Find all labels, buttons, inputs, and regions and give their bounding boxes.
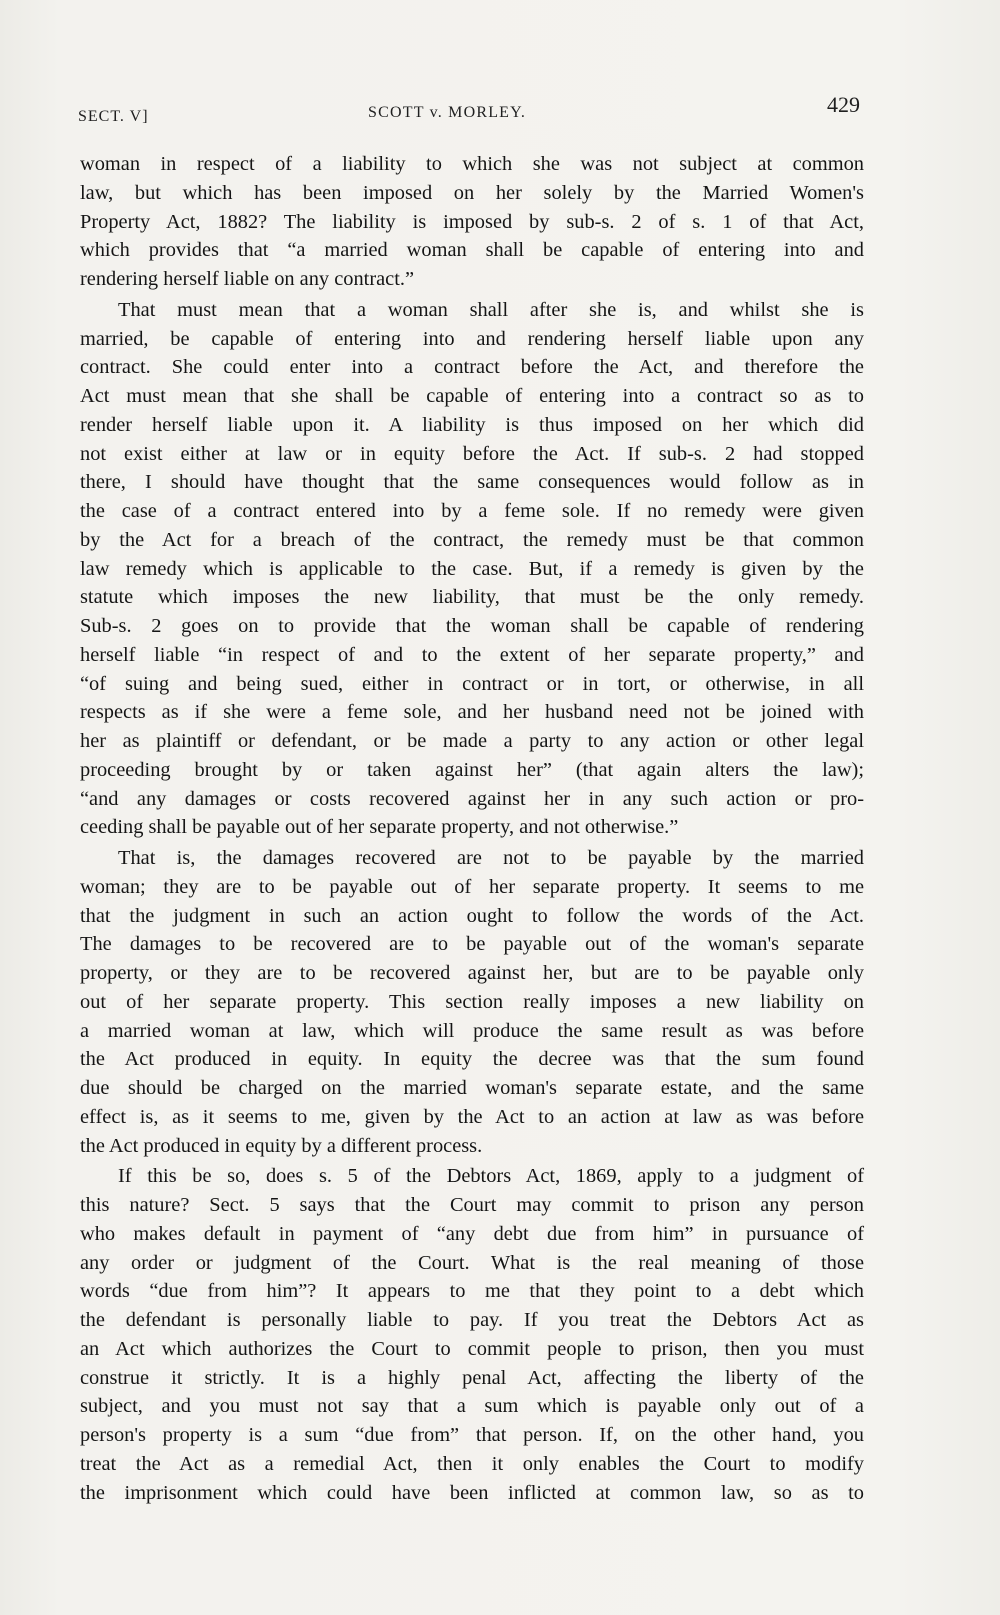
text-line: law, but which has been imposed on her solely by the Married Women's [80, 181, 864, 204]
paragraph-first-line: That must mean that a woman shall after she is, and whilst she is [118, 298, 864, 321]
text-line: words “due from him”? It appears to me that they point to a debt which [80, 1280, 864, 1303]
paragraph-first-line: That is, the damages recovered are not to be payable by the married [118, 847, 864, 869]
paragraph-first-line: If this be so, does s. 5 of the Debtors Act, 1869, apply to a judgment of [118, 1165, 864, 1188]
running-title: SCOTT v. MORLEY. [368, 104, 527, 121]
text-line: property, or they are to be recovered against her, but are to be payable only [80, 962, 864, 984]
text-line: due should be charged on the married woman's separate estate, and the same [80, 1077, 864, 1099]
text-line: treat the Act as a remedial Act, then it only enables the Court to modify [80, 1452, 864, 1475]
text-line: subject, and you must not say that a sum which is payable only out of a [80, 1395, 864, 1418]
text-line: out of her separate property. This section really imposes a new liability on [80, 990, 864, 1013]
text-line: Property Act, 1882? The liability is imposed by sub-s. 2 of s. 1 of that Act, [80, 210, 864, 233]
text-line: effect is, as it seems to me, given by the Act to an action at law as was before [80, 1105, 864, 1128]
text-line: the case of a contract entered into by a feme sole. If no remedy were given [80, 500, 864, 522]
text-line: “and any damages or costs recovered against her in any such action or pro- [80, 787, 864, 810]
page-number: 429 [827, 92, 860, 117]
text-line: “of suing and being sued, either in contract or in tort, or otherwise, in all [80, 672, 864, 695]
text-line: law remedy which is applicable to the case. But, if a remedy is given by the [80, 557, 864, 580]
text-line: the Act produced in equity by a different process. [80, 1134, 483, 1157]
body-text [80, 150, 864, 1507]
text-line: the defendant is personally liable to pay. If you treat the Debtors Act as [80, 1309, 864, 1331]
text-line: respects as if she were a feme sole, and her husband need not be joined with [80, 701, 864, 724]
text-line: her as plaintiff or defendant, or be made a party to any action or other legal [80, 730, 864, 752]
page-header [78, 92, 860, 132]
text-line: construe it strictly. It is a highly penal Act, affecting the liberty of the [80, 1366, 864, 1389]
text-line: this nature? Sect. 5 says that the Court may commit to prison any person [80, 1194, 864, 1216]
text-line: not exist either at law or in equity before the Act. If sub-s. 2 had stopped [80, 442, 864, 465]
text-line: by the Act for a breach of the contract, the remedy must be that common [80, 528, 864, 551]
text-line: an Act which authorizes the Court to commit people to prison, then you must [80, 1337, 864, 1360]
text-line: a married woman at law, which will produce the same result as was before [80, 1019, 864, 1042]
text-line: woman in respect of a liability to which she was not subject at common [80, 153, 864, 175]
text-line: Sub-s. 2 goes on to provide that the woman shall be capable of rendering [80, 615, 864, 637]
text-line: rendering herself liable on any contract.” [80, 268, 415, 290]
text-line: which provides that “a married woman shall be capable of entering into and [80, 239, 864, 262]
text-line: any order or judgment of the Court. What is the real meaning of those [80, 1251, 864, 1274]
text-line: render herself liable upon it. A liability is thus imposed on her which did [80, 413, 864, 436]
text-line: woman; they are to be payable out of her separate property. It seems to me [80, 875, 864, 898]
text-line: who makes default in payment of “any debt due from him” in pursuance of [80, 1222, 864, 1245]
text-line: The damages to be recovered are to be payable out of the woman's separate [80, 933, 864, 956]
text-line: there, I should have thought that the same consequences would follow as in [80, 471, 864, 494]
text-line: statute which imposes the new liability, that must be the only remedy. [80, 586, 864, 609]
text-line: herself liable “in respect of and to the extent of her separate property,” and [80, 643, 864, 666]
text-line: contract. She could enter into a contract before the Act, and therefore the [80, 356, 864, 379]
text-line: proceeding brought by or taken against her” (that again alters the law); [80, 758, 864, 781]
text-line: the Act produced in equity. In equity the decree was that the sum found [80, 1048, 864, 1071]
section-label: SECT. V] [78, 108, 149, 125]
text-line: the imprisonment which could have been inflicted at common law, so as to [80, 1481, 864, 1504]
text-line: Act must mean that she shall be capable of entering into a contract so as to [80, 385, 864, 407]
text-line: that the judgment in such an action ought to follow the words of the Act. [80, 904, 864, 927]
text-line: married, be capable of entering into and rendering herself liable upon any [80, 327, 864, 350]
text-line: ceeding shall be payable out of her separate property, and not otherwise.” [80, 816, 679, 839]
text-line: person's property is a sum “due from” that person. If, on the other hand, you [80, 1424, 864, 1446]
